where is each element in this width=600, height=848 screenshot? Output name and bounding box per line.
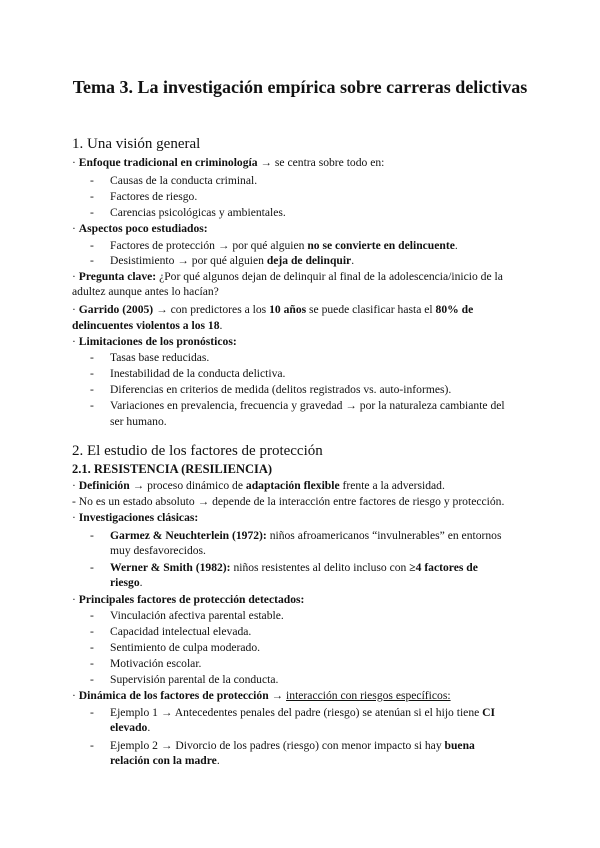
text: → se centra sobre todo en: [257,156,385,169]
bullet-mark: · [72,479,76,492]
list-item-cont [110,753,530,769]
text: . [216,754,220,767]
list-item: Causas de la conducta criminal. [110,174,258,187]
list-item-cont [110,720,530,736]
list-item: Diferencias en criterios de medida (delitos registrados vs. auto-informes). [110,383,452,396]
list-item: Capacidad intelectual elevada. [110,625,252,638]
list-item-cont: ser humano. [110,415,167,428]
text: . [219,319,223,332]
bullet-garrido [72,302,532,318]
list-item [110,253,530,269]
dash-mark: - [90,206,94,219]
bold-text: Principales factores de protección detectados: [78,593,305,606]
text: → proceso dinámico de [129,479,246,492]
bold-text: no se convierte en delincuente [307,239,455,252]
bullet-mark: · [72,335,76,348]
bullet-principales [72,592,532,608]
list-item-cont [110,575,530,591]
list-item: Factores de riesgo. [110,190,198,203]
list-item [110,560,530,576]
list-item [110,238,530,254]
text: → con predictores a los [153,303,270,316]
bullet-mark: · [72,270,76,283]
text: . [139,576,143,589]
text: se puede clasificar hasta el [306,303,436,316]
section-1-heading: 1. Una visión general [72,136,201,152]
bullet-pregunta [72,269,532,285]
text: Ejemplo 2 → Divorcio de los padres (riesgo) con menor impacto si hay [110,739,445,752]
dash-mark: - [90,351,94,364]
text: . [454,239,458,252]
text: frente a la adversidad. [339,479,445,492]
line-no-absoluto: - No es un estado absoluto → depende de la interacción entre factores de riesgo y protección. [72,495,505,508]
dash-mark: - [90,641,94,654]
bold-text: adaptación flexible [245,479,340,492]
bullet-mark: · [72,222,76,235]
bold-text: deja de delinquir [266,254,352,267]
dash-mark: - [90,383,94,396]
dash-mark: - [90,174,94,187]
bullet-enfoque [72,155,532,171]
dash-mark: - [90,625,94,638]
list-item: Variaciones en prevalencia, frecuencia y gravedad → por la naturaleza cambiante del [110,399,505,412]
bullet-aspectos [72,221,532,237]
list-item: Carencias psicológicas y ambientales. [110,206,286,219]
bold-text: riesgo [110,576,140,589]
subsection-heading: 2.1. RESISTENCIA (RESILIENCIA) [72,462,273,476]
bullet-pregunta-cont: adultez aunque antes lo hacían? [72,285,219,298]
bold-text: Aspectos poco estudiados: [78,222,208,235]
bold-text: delincuentes violentos a los 18 [72,319,220,332]
list-item [110,738,530,754]
list-item: Supervisión parental de la conducta. [110,673,279,686]
text: Desistimiento → por qué alguien [110,254,267,267]
bullet-mark: · [72,689,76,702]
document-title: Tema 3. La investigación empírica sobre carreras delictivas [72,77,528,97]
dash-mark: - [90,190,94,203]
bullet-garrido-cont [72,318,532,334]
text: . [351,254,355,267]
bold-text: 80% de [435,303,474,316]
list-item [110,528,530,544]
list-item [110,705,530,721]
section-2-heading: 2. El estudio de los factores de protección [72,443,323,459]
underlined-text: interacción con riesgos específicos: [286,689,451,702]
dash-mark: - [90,739,94,752]
bullet-limitaciones [72,334,532,350]
bullet-definicion [72,478,532,494]
bold-text: buena [444,739,475,752]
dash-mark: - [90,706,94,719]
list-item: Motivación escolar. [110,657,202,670]
text: niños resistentes al delito incluso con [230,561,410,574]
bold-text: ≥4 factores de [409,561,478,574]
bullet-mark: · [72,303,76,316]
dash-mark: - [90,529,94,542]
list-item: Vinculación afectiva parental estable. [110,609,284,622]
bold-text: 10 años [269,303,307,316]
text: ¿Por qué algunos dejan de delinquir al final de la adolescencia/inicio de la [156,270,503,283]
dash-mark: - [90,561,94,574]
dash-mark: - [90,399,94,412]
text: niños afroamericanos “invulnerables” en entornos [266,529,502,542]
bold-text: Garrido (2005) [78,303,154,316]
bullet-dinamica [72,688,532,704]
bold-text: Dinámica de los factores de protección [78,689,269,702]
list-item: Tasas base reducidas. [110,351,210,364]
bold-text: Werner & Smith (1982): [110,561,231,574]
bold-text: Garmez & Neuchterlein (1972): [110,529,267,542]
bold-text: relación con la madre [110,754,217,767]
text: → [268,689,287,702]
dash-mark: - [90,609,94,622]
bullet-mark: · [72,511,76,524]
text: . [147,721,151,734]
bold-text: elevado [110,721,148,734]
dash-mark: - [90,239,94,252]
bullet-clasicas [72,510,532,526]
bold-text: Limitaciones de los pronósticos: [78,335,237,348]
bold-text: Pregunta clave: [78,270,157,283]
dash-mark: - [90,254,94,267]
dash-mark: - [90,367,94,380]
text: Factores de protección → por qué alguien [110,239,308,252]
bold-text: Enfoque tradicional en criminología [78,156,258,169]
bold-text: CI [482,706,496,719]
text: Ejemplo 1 → Antecedentes penales del padre (riesgo) se atenúan si el hijo tiene [110,706,483,719]
dash-mark: - [90,657,94,670]
list-item: Sentimiento de culpa moderado. [110,641,261,654]
list-item-cont: muy desfavorecidos. [110,544,206,557]
dash-mark: - [90,673,94,686]
bullet-mark: · [72,156,76,169]
bullet-mark: · [72,593,76,606]
bold-text: Investigaciones clásicas: [78,511,199,524]
bold-text: Definición [78,479,130,492]
list-item: Inestabilidad de la conducta delictiva. [110,367,286,380]
